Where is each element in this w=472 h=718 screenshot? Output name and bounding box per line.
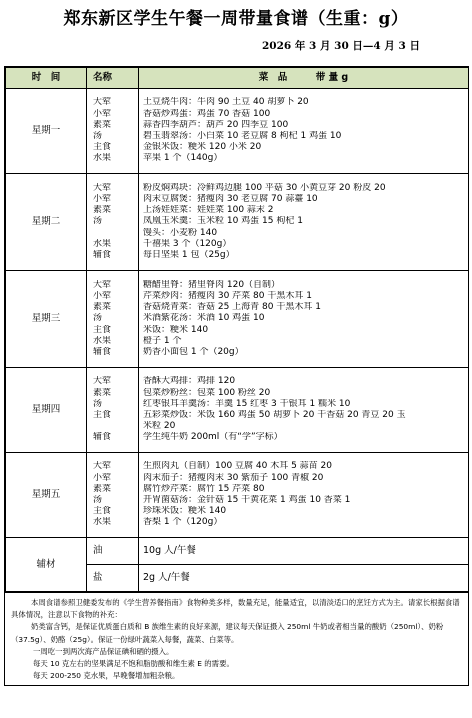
food-item: 包菜炒粉丝：包菜 100 粉丝 20 (143, 387, 271, 398)
supply-value: 2g 人/午餐 (139, 565, 469, 592)
meal-name: 汤 (93, 313, 103, 324)
food-item: 糖醋里脊：猪里脊肉 120（自制） (143, 279, 281, 290)
meal-name: 水果 (93, 238, 112, 249)
date-range: 2026 年 3 月 30 日—4 月 3 日 (262, 40, 420, 52)
food-item: 奶香小面包 1 个（20g） (143, 346, 244, 357)
supply-name: 盐 (87, 565, 139, 592)
food-item: 金银米饭：粳米 120 小米 20 (143, 142, 262, 153)
food-item: 碧玉翡翠汤：小白菜 10 老豆腐 8 枸杞 1 鸡蛋 10 (143, 131, 342, 141)
header-time: 时 间 (6, 68, 87, 89)
food-item: 蒜香四季葫芦：葫芦 20 四季豆 100 (143, 119, 289, 130)
meal-name (93, 421, 138, 432)
food-item: 腐竹炒芹菜：腐竹 15 芹菜 80 (143, 483, 265, 494)
header-food: 菜 品 带 量 g (139, 68, 469, 89)
meal-name: 小荤 (93, 194, 112, 205)
supply-row-oil (6, 538, 469, 565)
meal-name: 素菜 (93, 302, 112, 313)
meal-name: 汤 (93, 131, 103, 141)
meal-names (87, 271, 139, 368)
food-item: 开胃菌菇汤：金针菇 15 干黄花菜 1 鸡蛋 10 香菜 1 (143, 495, 351, 505)
food-item: 肉末茄子：猪瘦肉末 30 紫茄子 100 青椒 20 (143, 472, 324, 483)
day-label: 星期三 (6, 271, 87, 368)
note-paragraph: 每天 10 克左右的坚果满足不饱和脂肪酸和维生素 E 的需要。 (33, 659, 234, 669)
meal-name: 大荤 (93, 279, 112, 290)
meal-names (87, 453, 139, 538)
food-items (139, 271, 469, 368)
meal-name: 主食 (93, 324, 112, 335)
food-item: 米饭：粳米 140 (143, 324, 209, 335)
meal-name: 素菜 (93, 387, 112, 398)
note-paragraph: 一周吃一到两次海产品保证碘和硒的摄入。 (33, 646, 174, 656)
meal-name: 素菜 (93, 119, 112, 130)
food-item: 千禧果 3 个（120g） (143, 238, 232, 249)
supply-name: 油 (87, 538, 139, 565)
header-name: 名称 (87, 68, 139, 89)
page-title: 郑东新区学生午餐一周带量食谱（生重：g） (63, 9, 409, 29)
food-item: 珍珠米饭：粳米 140 (143, 506, 227, 517)
day-row-friday (6, 453, 469, 538)
meal-name: 素菜 (93, 205, 112, 216)
meal-name: 辅食 (93, 249, 112, 260)
meal-name: 大荤 (93, 376, 112, 387)
food-item: 香菇炒鸡蛋：鸡蛋 70 香菇 100 (143, 108, 271, 119)
meal-name: 汤 (93, 495, 103, 505)
meal-name: 水果 (93, 153, 112, 164)
menu-table (5, 67, 469, 592)
food-item: 每日坚果 1 包（25g） (143, 249, 235, 260)
menu-sheet (4, 66, 469, 686)
day-label: 星期四 (6, 368, 87, 453)
day-row-tuesday (6, 174, 469, 271)
meal-name: 辅食 (93, 432, 112, 443)
food-item: 上汤娃娃菜：娃娃菜 100 蒜末 2 (143, 205, 274, 216)
food-item: 凤凰玉米羹：玉米粒 10 鸡蛋 15 枸杞 1 (143, 216, 303, 227)
note-paragraph: 本周食谱参照卫健委发布的《学生营养餐指南》食物种类多样，数量充足，能量适宜，以清淡适口的烹饪方式为主。请家长根据食谱具体情况，注意以下食物的补充： (11, 598, 460, 620)
note-paragraph: 奶类富含钙，是保证优质蛋白质和 B 族维生素的良好来源，建议每天保证摄入 250ml 牛奶或者相当量的酸奶（250ml）、奶粉（37.5g）、奶酪（25g）。保证一份绿叶蔬菜入每餐，蔬菜、白菜等。 (11, 622, 444, 644)
meal-name: 主食 (93, 506, 112, 517)
food-item: 土豆烧牛肉：牛肉 90 土豆 40 胡萝卜 20 (143, 97, 309, 108)
meal-names (87, 174, 139, 271)
day-row-wednesday (6, 271, 469, 368)
food-items (139, 89, 469, 174)
food-item: 粉皮焖鸡块：冷鲜鸡边腿 100 平菇 30 小黄豆芽 20 粉皮 20 (143, 182, 386, 193)
meal-name: 大荤 (93, 461, 112, 472)
food-item: 肉末豆腐煲：猪瘦肉 30 老豆腐 70 蒜薹 10 (143, 194, 318, 205)
meal-name: 汤 (93, 216, 103, 227)
meal-name: 大荤 (93, 97, 112, 108)
meal-name: 小荤 (93, 108, 112, 119)
meal-name: 主食 (93, 142, 112, 153)
food-item: 米粒 20 (143, 421, 176, 432)
meal-name: 素菜 (93, 483, 112, 494)
note-paragraph: 每天 200-250 克水果，早晚餐增加粗杂粮。 (33, 671, 180, 681)
meal-name: 主食 (93, 410, 112, 420)
day-label: 星期二 (6, 174, 87, 271)
food-item: 橙子 1 个 (143, 335, 182, 346)
food-item: 芹菜炒肉：猪瘦肉 30 芹菜 80 干黑木耳 1 (143, 291, 312, 302)
day-label: 星期一 (6, 89, 87, 174)
meal-names (87, 368, 139, 453)
meal-names (87, 89, 139, 174)
meal-name: 小荤 (93, 472, 112, 483)
day-row-monday (6, 89, 469, 174)
notes-section (5, 592, 468, 685)
meal-name: 水果 (93, 335, 112, 346)
food-item: 香菇烧青菜：香菇 25 上海青 80 干黑木耳 1 (143, 302, 321, 313)
food-item: 馒头：小麦粉 140 (143, 227, 218, 238)
food-item: 学生纯牛奶 200ml（有“学”字标） (143, 432, 283, 443)
food-item: 生煎肉丸（自制）100 豆腐 40 木耳 5 蒜苗 20 (143, 461, 332, 472)
meal-name: 汤 (93, 398, 103, 409)
food-item: 苹果 1 个（140g） (143, 153, 223, 164)
food-items (139, 368, 469, 453)
food-item: 香梨 1 个（120g） (143, 517, 223, 528)
meal-name (93, 228, 138, 239)
food-item: 五彩菜炒饭：米饭 160 鸡蛋 50 胡萝卜 20 干香菇 20 青豆 20 玉 (143, 410, 406, 420)
day-row-thursday (6, 368, 469, 453)
day-label: 星期五 (6, 453, 87, 538)
food-items (139, 453, 469, 538)
meal-name: 水果 (93, 517, 112, 528)
meal-name: 辅食 (93, 346, 112, 357)
supplies-label: 辅材 (6, 538, 87, 592)
meal-name: 大荤 (93, 182, 112, 193)
supply-value: 10g 人/午餐 (139, 538, 469, 565)
food-item: 香酥大鸡排：鸡排 120 (143, 376, 236, 387)
meal-name: 小荤 (93, 291, 112, 302)
header-row (6, 68, 469, 89)
food-item: 红枣银耳羊羹汤：羊羹 15 红枣 3 干银耳 1 糯米 10 (143, 398, 351, 409)
food-item: 米酒紫花汤：米酒 10 鸡蛋 10 (143, 313, 265, 324)
food-items (139, 174, 469, 271)
